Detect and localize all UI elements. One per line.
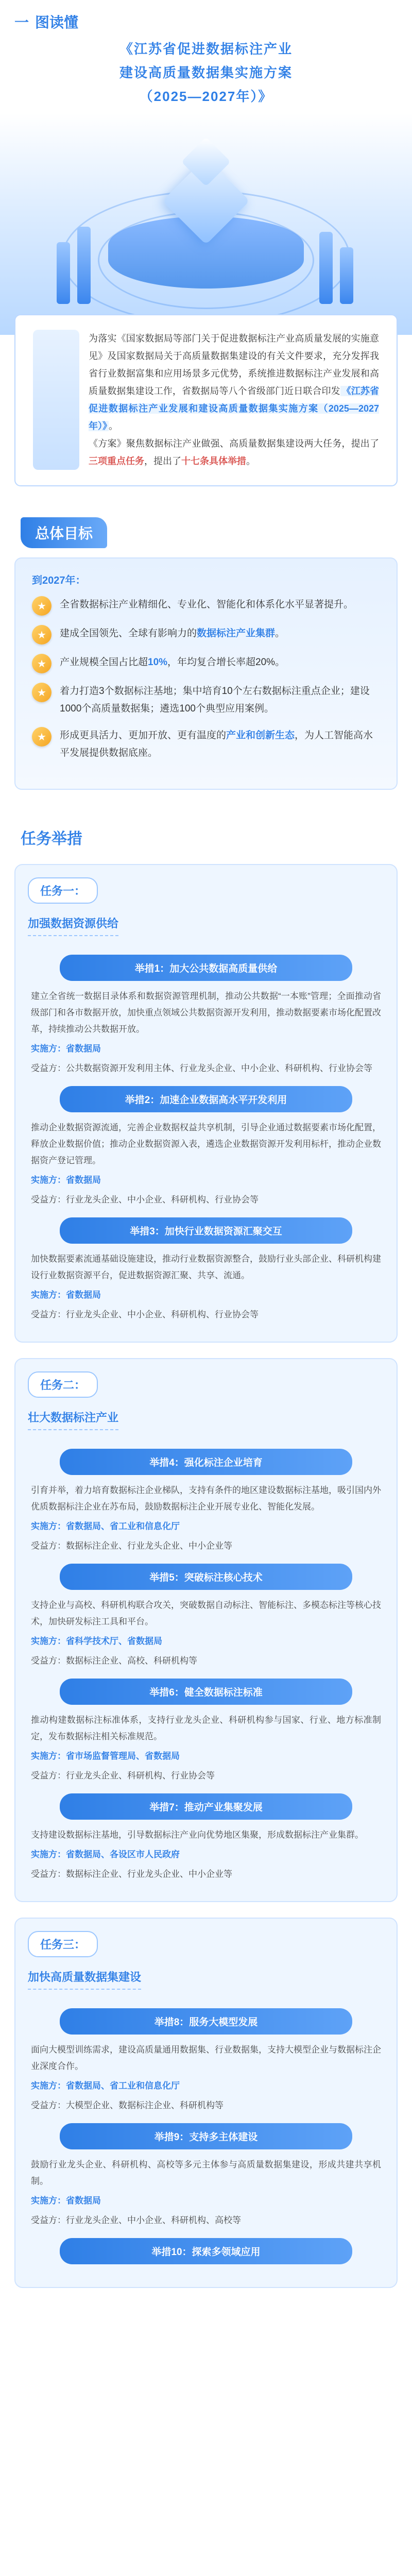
goal-item <box>32 654 380 673</box>
intro-p2-highlight-tasks: 三项重点任务 <box>89 456 144 466</box>
goal-text: 着力打造3个数据标注基地；集中培育10个左右数据标注重点企业；建设1000个高质量数据集；遴选100个典型应用案例。 <box>60 686 370 714</box>
star-icon: ★ <box>32 654 52 673</box>
title-line-3: （2025—2027年）》 <box>139 89 273 104</box>
goal-text: 产业规模全国占比超10%，年均复合增长率超20%。 <box>60 657 285 668</box>
measure-beneficiary: 受益方：数据标注企业、高校、科研机构等 <box>31 1656 197 1666</box>
measure-text: 推动构建数据标注标准体系，支持行业龙头企业、科研机构参与国家、行业、地方标准制定，发布数据标注相关标准规范。 <box>31 1715 381 1741</box>
measure-implementer: 实施方：省数据局、省工业和信息化厅 <box>31 2081 180 2091</box>
measure-beneficiary: 受益方：行业龙头企业、中小企业、科研机构、高校等 <box>31 2215 241 2225</box>
intro-p2-text-mid: ，提出了 <box>144 456 181 466</box>
measure-beneficiary: 受益方：行业龙头企业、科研机构、行业协会等 <box>31 1771 215 1781</box>
measure-text: 支持建设数据标注基地，引导数据标注产业向优势地区集聚，形成数据标注产业集群。 <box>31 1830 364 1840</box>
goals-panel <box>14 557 398 790</box>
header-title: 图读懂 <box>35 14 79 30</box>
measure-text: 引育并举，着力培育数据标注企业梯队，支持有条件的地区建设数据标注基地，吸引国内外优质数据标注企业在苏布局，鼓励数据标注企业开展专业化、智能化发展。 <box>31 1485 381 1512</box>
header-dash: 一 <box>14 14 29 30</box>
title-line-1: 《江苏省促进数据标注产业 <box>119 41 293 57</box>
intro-section <box>0 314 412 486</box>
measure-implementer: 实施方：省数据局 <box>31 1044 101 1054</box>
measure-body <box>28 2042 384 2114</box>
measure-body <box>28 1251 384 1323</box>
task-badge: 任务一： <box>28 877 98 904</box>
measure-implementer: 实施方：省科学技术厅、省数据局 <box>31 1636 162 1646</box>
measure-beneficiary: 受益方：数据标注企业、行业龙头企业、中小企业等 <box>31 1869 232 1879</box>
measure-implementer: 实施方：省市场监督管理局、省数据局 <box>31 1751 180 1761</box>
measure-beneficiary: 受益方：行业龙头企业、中小企业、科研机构、行业协会等 <box>31 1310 259 1319</box>
goal-item <box>32 727 380 762</box>
intro-p2-highlight-measures: 十七条具体举措 <box>181 456 246 466</box>
intro-p2-end: 。 <box>246 456 255 466</box>
measure-body <box>28 1712 384 1784</box>
intro-paragraph-2 <box>89 435 379 470</box>
measure-text: 支持企业与高校、科研机构联合攻关，突破数据自动标注、智能标注、多模态标注等核心技术，加快研发标注工具和平台。 <box>31 1600 381 1626</box>
measure-text: 推动企业数据资源流通，完善企业数据权益共享机制，引导企业通过数据要素市场化配置，释放企业数据价值；推动企业数据资源入表，遴选企业数据资源开发利用标杆，推动企业数据资产登记管理。 <box>31 1123 381 1165</box>
intro-p1-doc-name: 《江苏省促进数据标注产业发展和建设高质量数据集实施方案（2025—2027年）》 <box>89 386 380 431</box>
goal-text: 建成全国领先、全球有影响力的数据标注产业集群。 <box>60 628 285 639</box>
goal-text: 形成更具活力、更加开放、更有温度的产业和创新生态，为人工智能高水平发展提供数据底座。 <box>60 730 373 758</box>
intro-p1-text: 为落实《国家数据局等部门关于促进数据标注产业高质量发展的实施意见》及国家数据局关于高质量数据集建设的有关文件要求，充分发挥我省行业数据富集和应用场景多元优势，系统推进数据标注产业发展和高质量数据集建设工作，省数据局等八个省级部门近日联合印发 <box>89 333 379 396</box>
task-card <box>14 1918 398 2288</box>
measure-pill: 举措8：服务大模型发展 <box>60 2008 352 2035</box>
measure-implementer: 实施方：省数据局、省工业和信息化厅 <box>31 1521 180 1531</box>
goal-item <box>32 625 380 645</box>
measure-pill: 举措7：推动产业集聚发展 <box>60 1793 352 1820</box>
task-title: 加强数据资源供给 <box>28 915 118 936</box>
measure-body <box>28 1120 384 1208</box>
intro-p2-text: 《方案》聚焦数据标注产业做强、高质量数据集建设两大任务，提出了 <box>89 438 379 449</box>
measure-beneficiary: 受益方：数据标注企业、行业龙头企业、中小企业等 <box>31 1541 232 1551</box>
measure-pill: 举措1：加大公共数据高质量供给 <box>60 955 352 981</box>
goals-year: 到2027年： <box>32 575 86 586</box>
task-card <box>14 1358 398 1902</box>
intro-decoration <box>33 330 79 470</box>
measure-pill: 举措10：探索多领域应用 <box>60 2238 352 2264</box>
task-title: 壮大数据标注产业 <box>28 1409 118 1430</box>
measure-pill: 举措4：强化标注企业培育 <box>60 1449 352 1475</box>
hero-bar <box>77 227 91 304</box>
hero-bar <box>319 232 333 304</box>
title-line-2: 建设高质量数据集实施方案 <box>119 65 293 80</box>
measure-body <box>28 1597 384 1669</box>
measure-text: 加快数据要素流通基础设施建设，推动行业数据资源整合，鼓励行业头部企业、科研机构建设行业数据资源平台，促进数据资源汇聚、共享、流通。 <box>31 1254 381 1280</box>
task-badge: 任务二： <box>28 1371 98 1398</box>
task-card <box>14 864 398 1343</box>
measure-pill: 举措3：加快行业数据资源汇聚交互 <box>60 1217 352 1244</box>
document-title <box>0 37 412 108</box>
intro-card <box>14 314 398 486</box>
measure-body <box>28 1482 384 1554</box>
measure-beneficiary: 受益方：行业龙头企业、中小企业、科研机构、行业协会等 <box>31 1195 259 1205</box>
measure-implementer: 实施方：省数据局 <box>31 2196 101 2206</box>
measure-pill: 举措6：健全数据标注标准 <box>60 1679 352 1705</box>
measure-text: 鼓励行业龙头企业、科研机构、高校等多元主体参与高质量数据集建设，形成共建共享机制。 <box>31 2160 381 2186</box>
star-icon: ★ <box>32 683 52 702</box>
goal-item <box>32 596 380 616</box>
goal-text: 全省数据标注产业精细化、专业化、智能化和体系化水平显著提升。 <box>60 599 354 610</box>
intro-text <box>89 330 379 470</box>
measure-pill: 举措9：支持多主体建设 <box>60 2123 352 2149</box>
star-icon: ★ <box>32 625 52 645</box>
measure-implementer: 实施方：省数据局 <box>31 1290 101 1300</box>
measure-text: 面向大模型训练需求，建设高质量通用数据集、行业数据集，支持大模型企业与数据标注企业深度合作。 <box>31 2045 381 2071</box>
hero-bar <box>57 242 70 304</box>
measure-body <box>28 988 384 1077</box>
hero-bar <box>340 247 353 304</box>
star-icon: ★ <box>32 727 52 747</box>
intro-p1-end: 。 <box>109 421 118 431</box>
measure-implementer: 实施方：省数据局、各设区市人民政府 <box>31 1850 180 1859</box>
goal-item <box>32 683 380 718</box>
task-badge: 任务三： <box>28 1931 98 1957</box>
measure-text: 建立全省统一数据目录体系和数据资源管理机制，推动公共数据“一本账”管理；全面推动省级部门和各市数据开放，加快重点领域公共数据资源开发利用，推动数据要素市场化配置改革，持续推动公共数据开放。 <box>31 991 381 1034</box>
intro-paragraph-1 <box>89 330 379 435</box>
star-icon: ★ <box>32 596 52 616</box>
measure-body <box>28 2157 384 2229</box>
goals-heading: 总体目标 <box>21 517 107 548</box>
measure-implementer: 实施方：省数据局 <box>31 1175 101 1185</box>
measure-pill: 举措5：突破标注核心技术 <box>60 1564 352 1590</box>
tasks-heading: 任务举措 <box>21 831 82 848</box>
measure-pill: 举措2：加速企业数据高水平开发利用 <box>60 1086 352 1112</box>
hero-illustration <box>0 113 412 335</box>
header-bar <box>0 0 412 37</box>
measure-body <box>28 1827 384 1883</box>
measure-beneficiary: 受益方：大模型企业、数据标注企业、科研机构等 <box>31 2100 224 2110</box>
task-title: 加快高质量数据集建设 <box>28 1969 141 1990</box>
measure-beneficiary: 受益方：公共数据资源开发利用主体、行业龙头企业、中小企业、科研机构、行业协会等 <box>31 1063 372 1073</box>
